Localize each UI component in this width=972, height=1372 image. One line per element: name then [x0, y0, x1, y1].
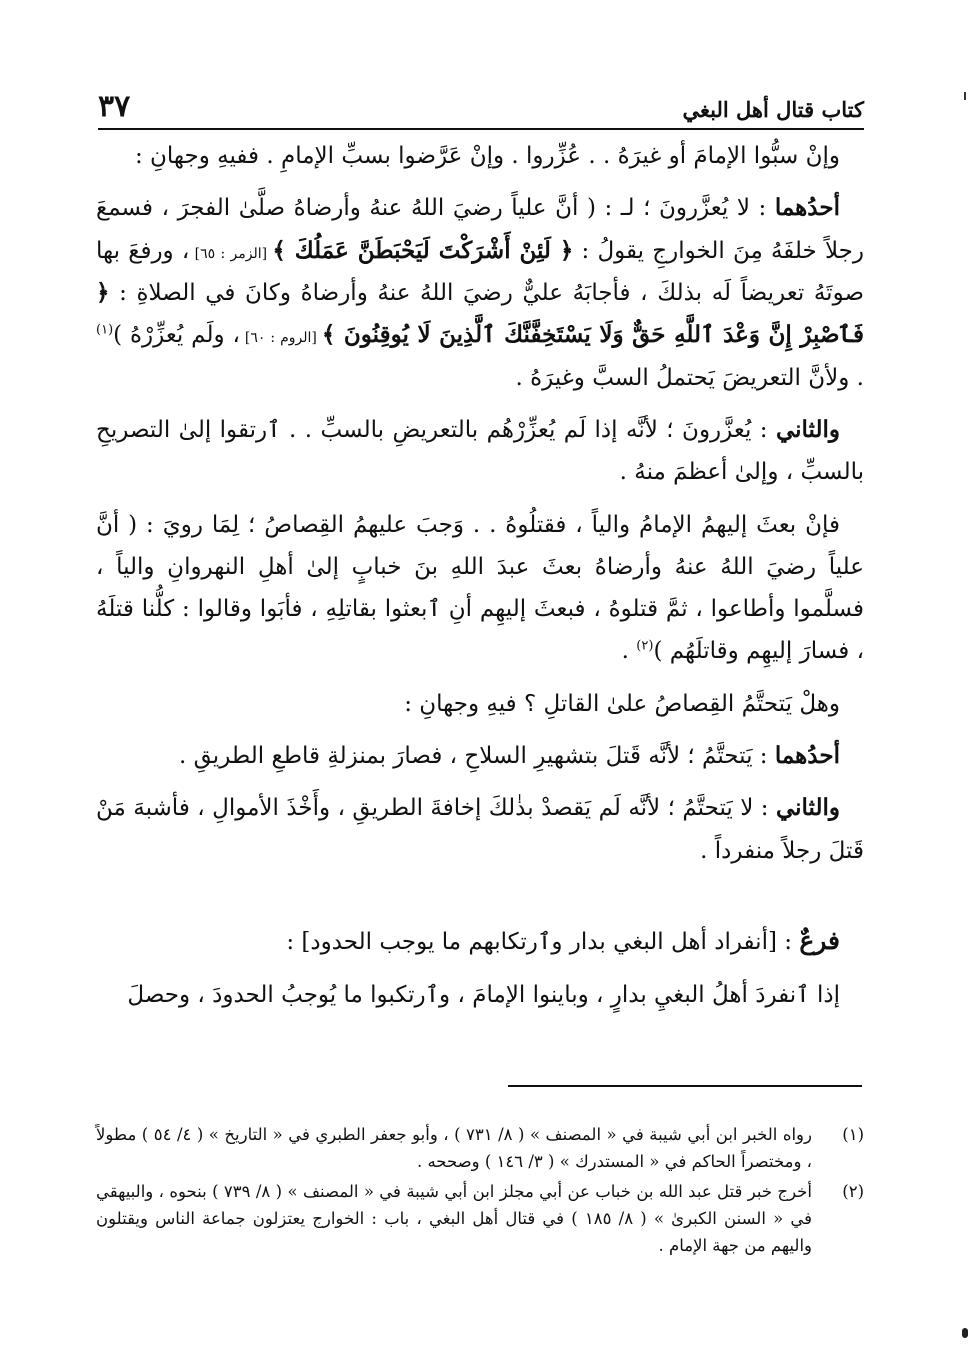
- paragraph: [96, 409, 864, 494]
- footnote-rule: [508, 1085, 862, 1087]
- paragraph: [96, 974, 864, 1016]
- paragraph: [96, 187, 864, 399]
- paragraph-text: : لا يُعزَّرونَ ؛ لـ : ( أنَّ علياً رضيَ اللهُ عنهُ وأرضاهُ صلَّىٰ الفجرَ ، فسمعَ رجلاً خلفَهُ مِنَ الخوارجِ يقولُ :: [96, 195, 865, 264]
- paragraph-text: ، ورفعَ بها صوتَهُ تعريضاً لَه بذلكَ ، فأجابَهُ عليٌّ رضيَ اللهُ عنهُ وأرضاهُ وكانَ في الصلاةِ :: [96, 237, 864, 306]
- footnote-text: أخرج خبر قتل عبد الله بن خباب عن أبي مجلز ابن أبي شيبة في « المصنف » ( ٨/ ٧٣٩ ) بنحوه ، والبيهقي في « السنن الكبرىٰ » ( ٨/ ١٨٥ ) في قتال أهل البغي ، باب : الخوارج يعتزلون جماعة الناس ويقتلون واليهم من جهة الإمام .: [96, 1182, 813, 1255]
- paragraph-text: . ولأنَّ التعريضَ يَحتملُ السبَّ وغيرَهُ .: [515, 364, 864, 391]
- margin-mark: [962, 1328, 968, 1338]
- paragraph-text: .: [621, 638, 637, 665]
- quran-verse: ﴿ فَٱصْبِرْ إِنَّ وَعْدَ ٱللَّهِ حَقٌّ وَلَا يَسْتَخِفَّنَّكَ ٱلَّذِينَ لَا يُوقِنُونَ ﴾: [96, 278, 864, 349]
- footnote-number: (٢): [842, 1182, 864, 1202]
- paragraph-text: : لا يَتحتَّمُ ؛ لأنَّه لَم يَقصدْ بذٰلكَ إخافةَ الطريقِ ، وأَخْذَ الأموالِ ، فأشبهَ مَنْ قَتلَ رجلاً منفرداً .: [96, 795, 864, 864]
- running-title: كتاب قتال أهل البغي: [682, 97, 864, 122]
- paragraph: [96, 787, 864, 872]
- margin-mark: [964, 92, 966, 100]
- page-number: ٣٧: [98, 89, 131, 124]
- paragraph-text: فإنْ بعثَ إليهمُ الإمامُ والياً ، فقتلُوهُ . . وَجبَ عليهمُ القِصاصُ ؛ لِمَا رويَ : ( أنَّ علياً رضيَ اللهُ عنهُ وأرضاهُ بعثَ عبدَ اللهِ بنَ خبابٍ إلىٰ أهلِ النهروانِ والياً ، فسلَّموا وأطاعوا ، ثمَّ قتلوهُ ، فبعثَ إليهِم أنِ ٱبعثوا بقاتلِهِ ، فأبَوا وقالوا : كلُّنا قتلَهُ ، فسارَ إليهِم وقاتلَهُم ): [96, 511, 864, 665]
- branch-title: : [أنفراد أهل البغي بدار وٱرتكابهم ما يوجب الحدود] :: [286, 929, 800, 955]
- paragraph-text: ، ولَم يُعزِّرْهُ ): [113, 322, 240, 349]
- paragraph-text: وإنْ سبُّوا الإمامَ أو غيرَهُ . . عُزِّروا . وإنْ عَرَّضوا بسبِّ الإمامِ . ففيهِ وجهانِ :: [134, 143, 840, 169]
- verse-reference: [الروم : ٦٠]: [239, 330, 322, 347]
- paragraph: [96, 504, 864, 673]
- footnote-marker: (٢): [636, 638, 654, 654]
- footnote: [96, 1179, 864, 1259]
- paragraph-text: : يُعزَّرونَ ؛ لأنَّه إذا لَم يُعزِّرْهُم بالتعريضِ بالسبِّ . . ٱرتقوا إلىٰ التصريحِ بالسبِّ ، وإلىٰ أعظمَ منهُ .: [96, 416, 864, 486]
- footnotes: [96, 1122, 864, 1264]
- paragraph: [96, 735, 864, 777]
- lead-word: أحدُهما: [774, 194, 840, 222]
- page-header: [98, 82, 864, 122]
- footnote-marker: (١): [96, 322, 114, 338]
- paragraph-text: إذا ٱنفردَ أهلُ البغيِ بدارٍ ، وباينوا الإمامَ ، وٱرتكبوا ما يُوجبُ الحدودَ ، وحصلَ: [127, 982, 840, 1008]
- paragraph: [96, 683, 864, 725]
- quran-verse: ﴿ لَئِنْ أَشْرَكْتَ لَيَحْبَطَنَّ عَمَلُكَ ﴾: [272, 236, 574, 264]
- section-gap: [96, 882, 864, 918]
- lead-word: والثاني: [775, 794, 840, 822]
- header-rule: [98, 128, 864, 130]
- branch-label: فرعٌ: [799, 926, 840, 955]
- verse-reference: [الزمر : ٦٥]: [189, 245, 273, 262]
- footnote: [96, 1122, 864, 1175]
- lead-word: أحدُهما: [774, 742, 840, 770]
- main-text: [96, 135, 864, 1026]
- footnote-text: رواه الخبر ابن أبي شيبة في « المصنف » ( ٨/ ٧٣١ ) ، وأبو جعفر الطبري في « التاريخ » ( ٤/ ٥٤ ) مطولاً ، ومختصراً الحاكم في « المستدرك » ( ٣/ ١٤٦ ) وصححه .: [96, 1125, 812, 1171]
- branch-heading: [96, 918, 864, 964]
- paragraph-text: وهلْ يَتحتَّمُ القِصاصُ علىٰ القاتلِ ؟ فيهِ وجهانِ :: [404, 690, 840, 717]
- lead-word: والثاني: [775, 415, 840, 443]
- footnote-number: (١): [842, 1125, 864, 1144]
- paragraph: [96, 135, 864, 177]
- paragraph-text: : يَتحتَّمُ ؛ لأنَّه قَتلَ بتشهيرِ السلاحِ ، فصارَ بمنزلةِ قاطعِ الطريقِ .: [179, 743, 775, 770]
